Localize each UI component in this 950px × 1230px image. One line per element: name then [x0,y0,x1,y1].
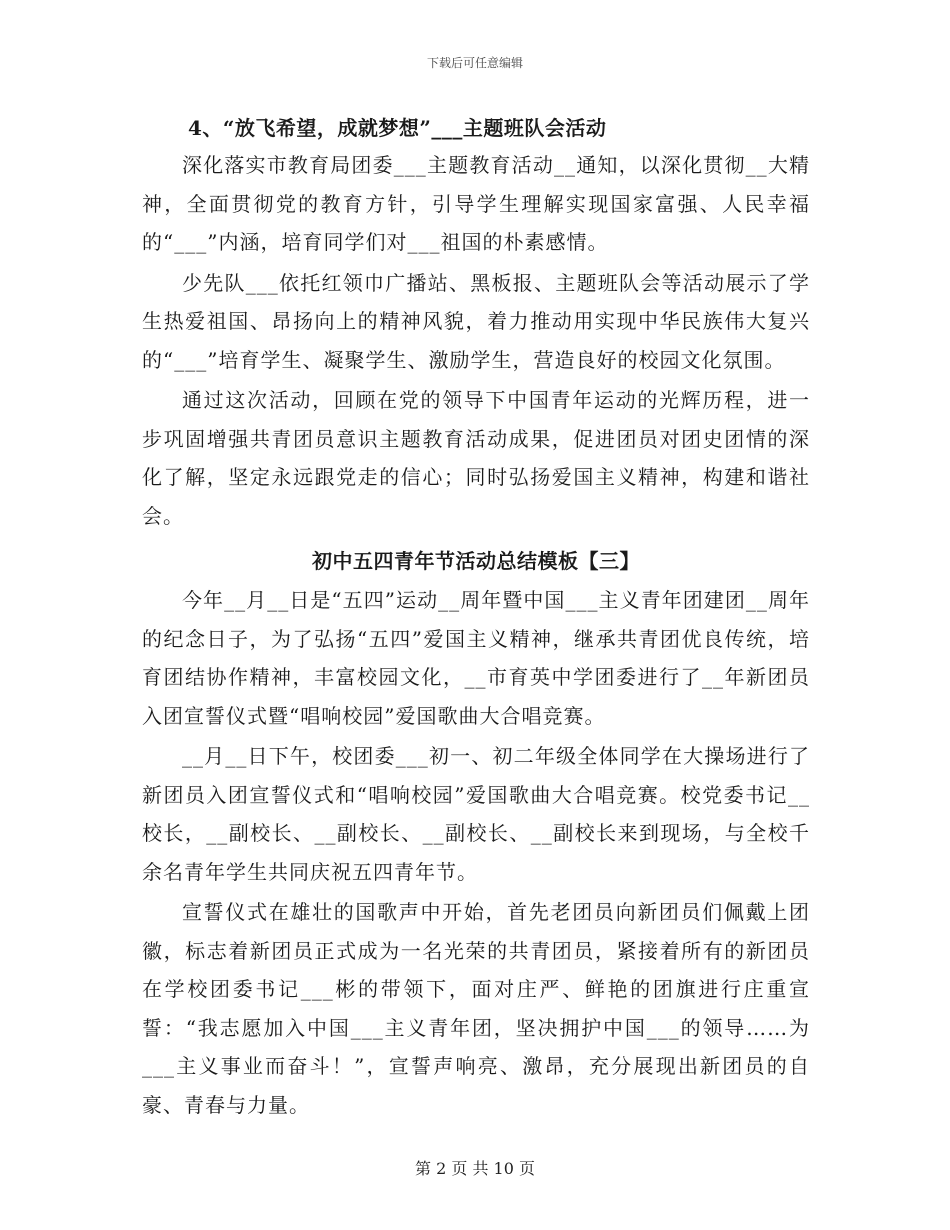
section-heading-4: 4、“放飞希望，成就梦想”___主题班队会活动 [188,116,607,140]
paragraph: 深化落实市教育局团委___主题教育活动__通知，以深化贯彻__大精神，全面贯彻党的教育方针，引导学生理解实现国家富强、人民幸福的“___”内涵，培育同学们对___祖国的朴素感情。 [142,153,810,254]
paragraph: __月__日下午，校团委___初一、初二年级全体同学在大操场进行了新团员入团宣誓仪式和“唱响校园”爱国歌曲大合唱竞赛。校党委书记__校长，__副校长、__副校长、__副校长、__副校长来到现场，与全校千余名青年学生共同庆祝五四青年节。 [142,744,810,884]
paragraph: 通过这次活动，回顾在党的领导下中国青年运动的光辉历程，进一步巩固增强共青团员意识主题教育活动成果，促进团员对团史团情的深化了解，坚定永远跟党走的信心；同时弘扬爱国主义精神，构建和谐社会。 [142,388,810,528]
page-footer: 第 2 页 共 10 页 [415,1159,535,1178]
paragraph: 今年__月__日是“五四”运动__周年暨中国___主义青年团建团__周年的纪念日子，为了弘扬“五四”爱国主义精神，继承共青团优良传统，培育团结协作精神，丰富校园文化，__市育英中学团委进行了__年新团员入团宣誓仪式暨“唱响校园”爱国歌曲大合唱竞赛。 [142,588,810,728]
document-body [142,110,810,1124]
template-heading: 初中五四青年节活动总结模板【三】 [312,549,640,573]
page-header: 下载后可任意编辑 [426,56,523,70]
paragraph: 少先队___依托红领巾广播站、黑板报、主题班队会等活动展示了学生热爱祖国、昂扬向上的精神风貌，着力推动用实现中华民族伟大复兴的“___”培育学生、凝聚学生、激励学生，营造良好的校园文化氛围。 [142,270,810,372]
paragraph: 宣誓仪式在雄壮的国歌声中开始，首先老团员向新团员们佩戴上团徽，标志着新团员正式成为一名光荣的共青团员，紧接着所有的新团员在学校团委书记___彬的带领下，面对庄严、鲜艳的团旗进行庄重宣誓：“我志愿加入中国___主义青年团，坚决拥护中国___的领导……为___主义事业而奋斗！”，宣誓声响亮、激昂，充分展现出新团员的自豪、青春与力量。 [142,900,810,1117]
